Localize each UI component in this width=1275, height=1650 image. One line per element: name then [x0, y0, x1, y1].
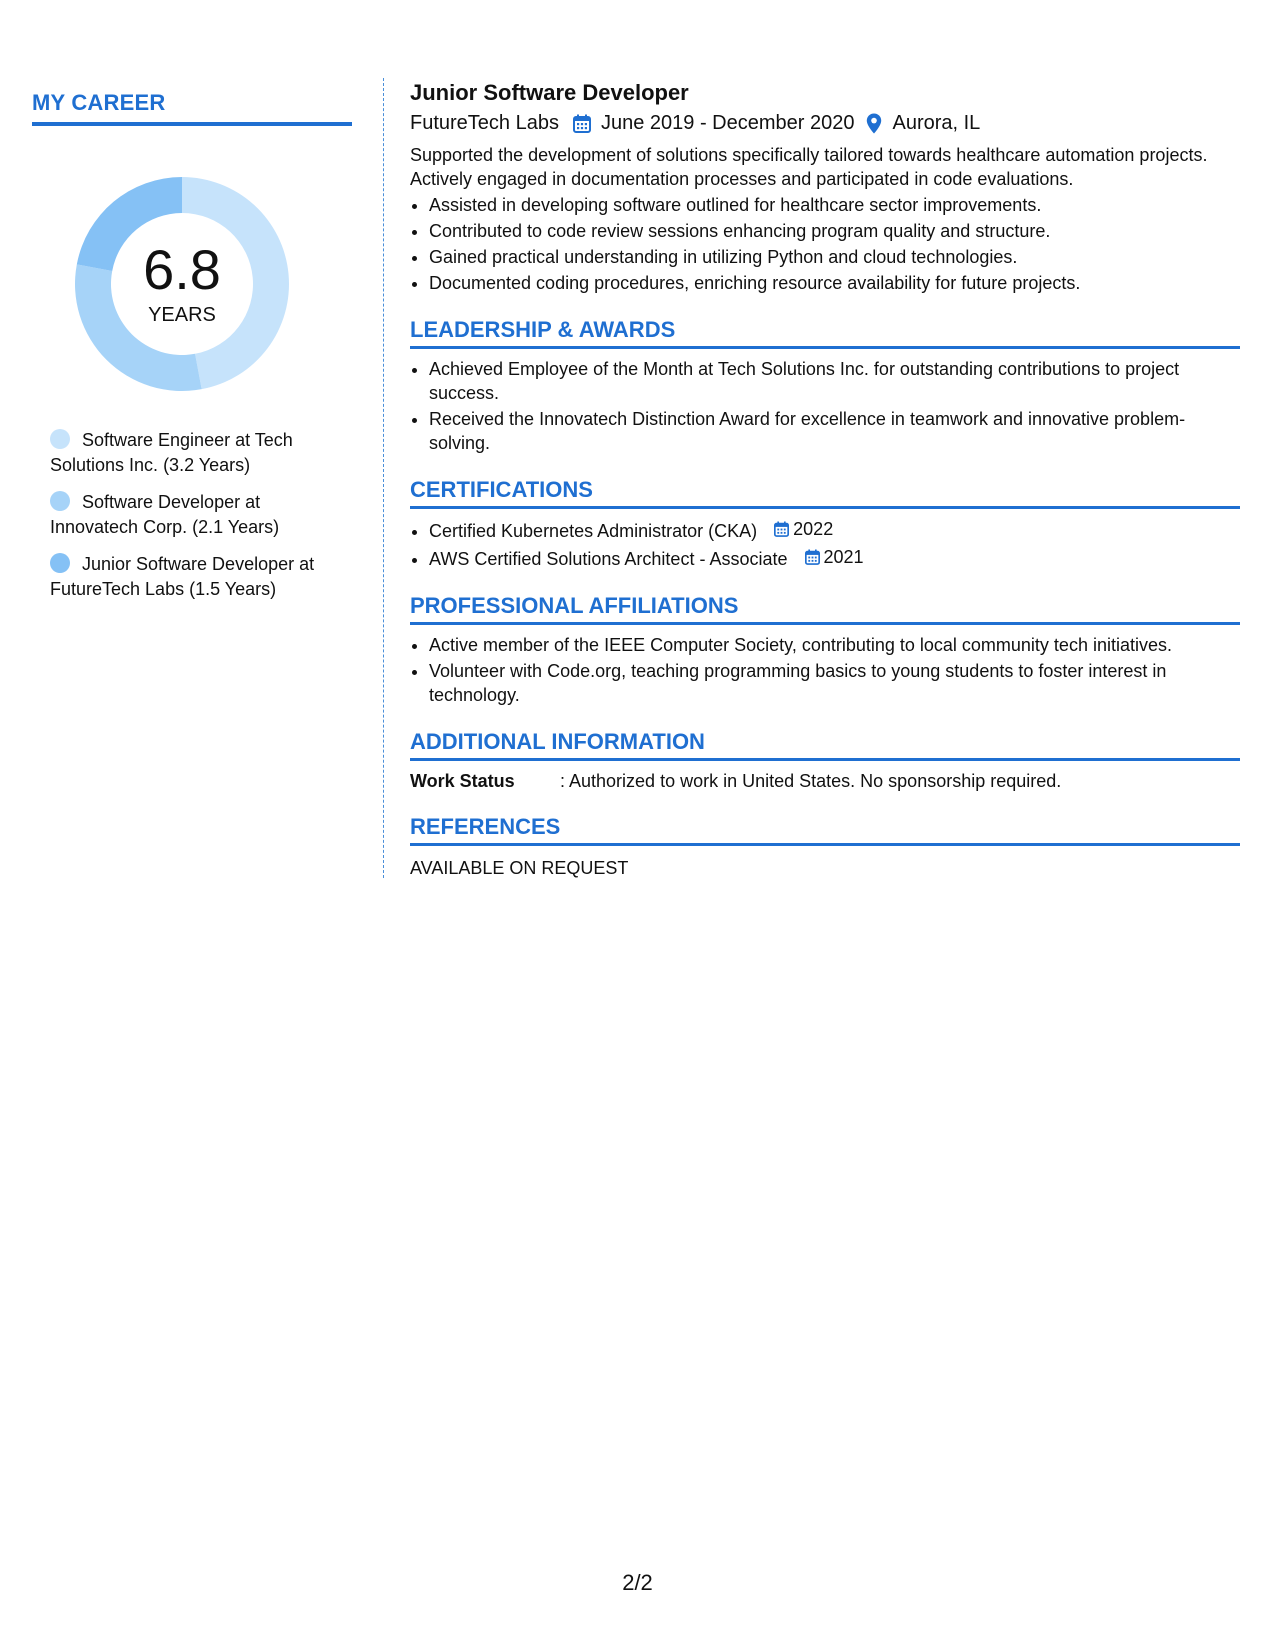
job-company: FutureTech Labs: [410, 112, 559, 134]
cert-year: [805, 545, 864, 569]
legend-dot-icon: [50, 491, 70, 511]
section-title-leadership: LEADERSHIP & AWARDS: [410, 317, 1240, 349]
legend-item: [50, 490, 352, 540]
cert-year-text: 2022: [793, 519, 834, 539]
leadership-list: [410, 357, 1240, 455]
list-item: • Contributed to code review sessions enhancing program quality and structure.: [429, 219, 1240, 243]
legend-label: Software Engineer at Tech Solutions Inc. (3.2 Years): [50, 430, 293, 475]
list-item: • Achieved Employee of the Month at Tech Solutions Inc. for outstanding contributions to project success.: [429, 357, 1240, 405]
legend-item: [50, 552, 352, 602]
page-number: 2/2: [622, 1570, 653, 1595]
career-donut-chart: [66, 168, 298, 400]
cert-year-text: 2021: [823, 547, 864, 567]
cert-name: AWS Certified Solutions Architect - Associate: [429, 549, 788, 569]
job-description: Supported the development of solutions specifically tailored towards healthcare automation projects. Actively engaged in documentation processes and participated in code evaluations.: [410, 145, 1208, 189]
legend-item: [50, 428, 352, 478]
list-item: [429, 517, 1240, 543]
donut-unit-label: YEARS: [148, 303, 216, 326]
calendar-icon: [805, 549, 820, 565]
main-content: [410, 80, 1240, 879]
references-text: AVAILABLE ON REQUEST: [410, 858, 629, 878]
career-sidebar: [32, 90, 352, 614]
work-status-value: : Authorized to work in United States. No sponsorship required.: [560, 771, 1062, 791]
donut-center: [66, 168, 298, 400]
work-status-row: [410, 771, 1240, 792]
certifications-list: [410, 517, 1240, 571]
affiliations-list: [410, 633, 1240, 707]
legend-label: Junior Software Developer at FutureTech Labs (1.5 Years): [50, 554, 315, 599]
career-legend: [32, 428, 352, 602]
column-divider: [383, 78, 384, 878]
section-title-references: REFERENCES: [410, 814, 1240, 846]
legend-dot-icon: [50, 429, 70, 449]
section-title-affiliations: PROFESSIONAL AFFILIATIONS: [410, 593, 1240, 625]
list-item: • Active member of the IEEE Computer Society, contributing to local community tech initiatives.: [429, 633, 1240, 657]
legend-dot-icon: [50, 553, 70, 573]
cert-name: Certified Kubernetes Administrator (CKA): [429, 521, 758, 541]
section-title-additional: ADDITIONAL INFORMATION: [410, 729, 1240, 761]
legend-label: Software Developer at Innovatech Corp. (2.1 Years): [50, 492, 280, 537]
list-item: • Received the Innovatech Distinction Award for excellence in teamwork and innovative problem-solving.: [429, 407, 1240, 455]
section-title-certifications: CERTIFICATIONS: [410, 477, 1240, 509]
calendar-icon: [774, 521, 789, 537]
work-status-label: Work Status: [410, 771, 515, 791]
job-title: Junior Software Developer: [410, 80, 689, 105]
career-title: MY CAREER: [32, 90, 352, 126]
list-item: • Assisted in developing software outlined for healthcare sector improvements.: [429, 193, 1240, 217]
list-item: • Volunteer with Code.org, teaching programming basics to young students to foster interest in technology.: [429, 659, 1240, 707]
list-item: [429, 545, 1240, 571]
list-item: • Documented coding procedures, enriching resource availability for future projects.: [429, 271, 1240, 295]
donut-total-value: 6.8: [143, 237, 221, 301]
location-pin-icon: [866, 113, 882, 134]
calendar-icon: [573, 114, 591, 133]
job-bullets: [410, 193, 1240, 295]
job-dates: June 2019 - December 2020: [600, 112, 855, 134]
cert-year: [774, 517, 833, 541]
job-location: Aurora, IL: [892, 112, 981, 134]
list-item: • Gained practical understanding in utilizing Python and cloud technologies.: [429, 245, 1240, 269]
job-meta: [410, 112, 1240, 135]
